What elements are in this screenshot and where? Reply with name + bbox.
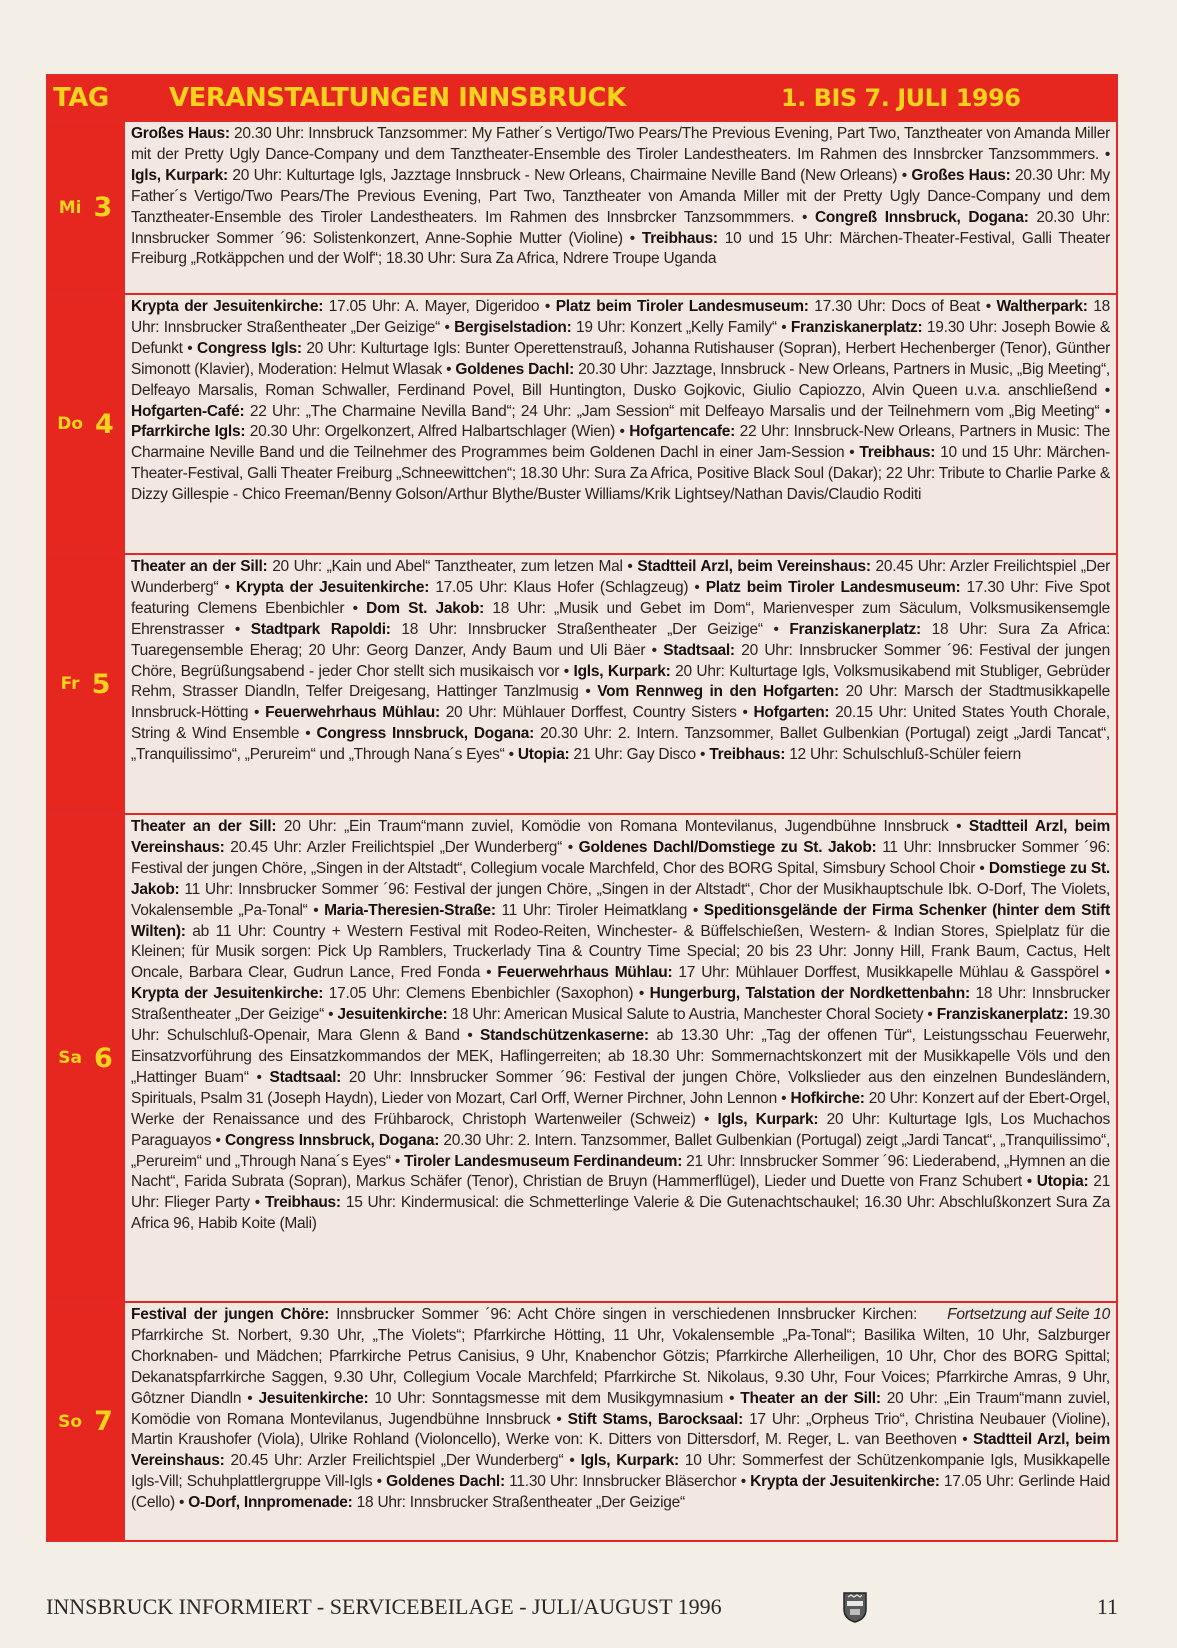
event-details: 20.15 Uhr: United States Youth Chorale, String & Wind Ensemble xyxy=(131,704,1110,743)
event-venue: Franziskanerplatz: xyxy=(790,318,923,336)
bullet-separator: • xyxy=(614,423,630,441)
bullet-separator: • xyxy=(762,620,790,638)
bullet-separator: • xyxy=(1098,145,1110,163)
event-details: 17.05 Uhr: Gerlinde Haid (Cello) xyxy=(131,1473,1110,1512)
event-details: ab 11 Uhr: Country + Western Festival mit Rodeo-Reiten, Winchester- & Büffelschießen, Western- & Indian Stores, Spielplatz für die Kleinen; für Musik sorgen: Pick Up Ramblers, Truckerlady Tina & Country Time Special; 20 bis 23 Uhr: Jonny Hill, Frank Baum, Cactus, Helt Oncale, Barbara Clear, Gudrun Lance, Fred Fonda xyxy=(131,922,1110,982)
day-row-sunday xyxy=(48,1301,1116,1540)
event-venue: Krypta der Jesuitenkirche: xyxy=(750,1473,940,1491)
event-venue: Platz beim Tiroler Landesmuseum: xyxy=(555,298,809,315)
event-venue: Hungerburg, Talstation der Nordkettenbahn: xyxy=(649,985,970,1003)
bullet-separator: • xyxy=(844,444,860,462)
bullet-separator: • xyxy=(218,578,236,596)
event-details: 11 Uhr: Innsbrucker Sommer ´96: Festival der jungen Chöre, „Singen in der Altstadt“, Chor der Musikhauptschule Ibk. O-Dorf, The Violets, Vokalensemble „Pa-Tonal“ xyxy=(131,880,1110,919)
event-details: 20 Uhr: Innsbrucker Sommer ´96: Festival der jungen Chöre, Begrüßungsabend - jeder Chor stellt sich musikaisch vor xyxy=(131,641,1110,680)
event-details: 20 Uhr: Kulturtage Igls, Los Muchachos Paraguayos xyxy=(131,1110,1110,1149)
event-venue: Feuerwehrhaus Mühlau: xyxy=(265,704,440,722)
event-venue: O-Dorf, Innpromenade: xyxy=(188,1494,353,1512)
event-venue: Utopia: xyxy=(1036,1173,1089,1191)
event-details: 22 Uhr: Innsbruck-New Orleans, Partners in Music: The Charmaine Neville Band und die Teilnehmer des Programmes beim Goldenen Dachl in einer Jam-Session xyxy=(131,423,1110,462)
event-venue: Igls, Kurpark: xyxy=(573,662,671,680)
event-venue: Bergiselstadion: xyxy=(454,318,572,336)
day-events xyxy=(125,295,1116,553)
event-venue: Treibhaus: xyxy=(709,746,786,764)
day-name: Mi xyxy=(58,197,82,218)
event-details: 17 Uhr: „Orpheus Trio“, Christina Neubauer (Violine), Martin Kraushofer (Viola), Ulrike Rohland (Violoncello), Werke von: K. Ditters von Dittersdorf, M. Reger, L. van Beethoven xyxy=(131,1410,1110,1449)
event-details: ab 13.30 Uhr: „Tag der offenen Tür“, Leistungsschau Feuerwehr, Einsatzvorführung des Einsatzkommandos der MEK, Haflingerreiten; ab 18.30 Uhr: Sommernachtskonzert mit der Musikkapelle Völs und den „Hattinger Buam“ xyxy=(131,1027,1110,1086)
day-events xyxy=(125,122,1116,293)
event-details: 11 Uhr: Innsbrucker Sommer ´96: Festival der jungen Chöre, „Singen in der Altstadt“, Collegium vocale Marchfeld, Chor des BORG Spital, Simsbury School Choir xyxy=(131,838,1111,877)
bullet-separator: • xyxy=(923,1006,937,1024)
event-details: 18 Uhr: „Musik und Gebet im Dom“, Marienvesper zum Säculum, Volksmusikensemgle Ehrenstrasser xyxy=(131,599,1111,638)
event-venue: Maria-Theresien-Straße: xyxy=(324,901,496,919)
event-venue: Theater an der Sill: xyxy=(740,1389,881,1407)
day-name: Sa xyxy=(58,1048,82,1068)
event-details: 20 Uhr: Kulturtage Igls, Jazztage Innsbruck - New Orleans, Chairmaine Neville Band (New Orleans) xyxy=(232,166,898,184)
event-details: 20.30 Uhr: Innsbruck Tanzsommer: My Father´s Vertigo/Two Pears/The Previous Evening, Part Two, Tanztheater von Amanda Miller mit der Pretty Ugly Dance-Company und dem Tanztheater-Ensemble des Tiroler Landestheaters. Im Rahmen des Innsbrcker Tanzsommmers. xyxy=(131,125,1110,163)
event-venue: Congress Igls: xyxy=(197,339,302,357)
bullet-separator: • xyxy=(563,1452,581,1470)
event-venue: Treibhaus: xyxy=(264,1194,341,1212)
event-details: 17.05 Uhr: Clemens Ebenbichler (Saxophon) xyxy=(328,985,634,1003)
event-details: 20 Uhr: „Kain und Abel“ Tanztheater, zum letzen Mal xyxy=(272,558,623,575)
bullet-separator: • xyxy=(224,620,251,638)
event-venue: Stadtteil Arzl, beim Vereinshaus: xyxy=(637,558,871,575)
event-venue: Jesuitenkirche: xyxy=(337,1006,448,1024)
event-venue: Krypta der Jesuitenkirche: xyxy=(131,985,324,1003)
event-venue: Congreß Innsbruck, Dogana: xyxy=(814,208,1029,226)
bullet-separator: • xyxy=(440,318,455,336)
event-venue: Treibhaus: xyxy=(641,229,718,247)
bullet-separator: • xyxy=(1099,402,1110,420)
bullet-separator: • xyxy=(562,838,579,856)
event-details: 20.30 Uhr: My Father´s Vertigo/Two Pears/The Previous Evening, Part Two, Tanztheater von Amanda Miller mit der Pretty Ugly Dance-Company und dem Tanztheater-Ensemble des Tiroler Landestheaters. Im Rahmen des Innsbrcker Tanzsommmers. xyxy=(131,166,1110,226)
event-venue: Hofgarten: xyxy=(753,704,830,722)
event-venue: Hofgartencafe: xyxy=(629,423,736,441)
event-venue: Stadtsaal: xyxy=(663,641,735,659)
bullet-separator: • xyxy=(307,901,325,919)
event-venue: Tiroler Landesmuseum Ferdinandeum: xyxy=(404,1152,683,1170)
event-venue: Hofkirche: xyxy=(790,1089,865,1107)
day-row-saturday xyxy=(48,813,1116,1301)
event-venue: Pfarrkirche Igls: xyxy=(131,423,246,441)
event-venue: Speditionsgelände der Firma Schenker (hinter dem Stift Wilten): xyxy=(131,901,1110,940)
event-venue: Theater an der Sill: xyxy=(131,558,268,575)
event-venue: Stadtteil Arzl, beim Vereinshaus: xyxy=(131,1431,1110,1470)
page-number: 11 xyxy=(1096,1594,1118,1619)
event-details: 19 Uhr: Konzert „Kelly Family“ xyxy=(576,318,777,336)
event-details: 10 Uhr: Sommerfest der Schützenkompanie Igls, Musikkapelle Igls-Vill; Schuhplattlergruppe Vill-Igls xyxy=(131,1452,1111,1491)
page-footer xyxy=(46,1594,1118,1624)
day-label xyxy=(48,1303,125,1540)
event-details: 17 Uhr: Mühlauer Dorffest, Musikkapelle Mühlau & Gasspörel xyxy=(678,964,1099,982)
event-venue: Stadtteil Arzl, beim Vereinshaus: xyxy=(131,818,1110,856)
bullet-separator: • xyxy=(372,1473,387,1491)
event-venue: Feuerwehrhaus Mühlau: xyxy=(497,964,673,982)
day-number: 7 xyxy=(94,1406,113,1437)
event-venue: Stift Stams, Barocksaal: xyxy=(567,1410,744,1428)
event-details: 19.30 Uhr: Schulschluß-Openair, Mara Glenn & Band xyxy=(131,1006,1110,1045)
bullet-separator: • xyxy=(736,1473,751,1491)
day-number: 3 xyxy=(93,192,113,223)
bullet-separator: • xyxy=(459,1027,481,1045)
day-number: 4 xyxy=(95,408,114,440)
bullet-separator: • xyxy=(344,599,367,617)
city-crest-icon xyxy=(842,1591,868,1629)
event-venue: Vom Rennweg in den Hofgarten: xyxy=(597,683,839,701)
bullet-separator: • xyxy=(550,1410,568,1428)
bullet-separator: • xyxy=(956,1431,974,1449)
event-details: 20 Uhr: Kulturtage Igls: Bunter Operettenstrauß, Johanna Rutishauser (Sopran), Herbert Hechenberger (Tenor), Günther Simonott (Klavier), Moderation: Helmut Wlasak xyxy=(131,339,1110,378)
event-details: 18 Uhr: American Musical Salute to Austria, Manchester Choral Society xyxy=(451,1006,924,1024)
event-details: 22 Uhr: „The Charmaine Nevilla Band“; 24 Uhr: „Jam Session“ mit Delfeayo Marsalis und der Teilnehmern vom „Big Meeting“ xyxy=(249,402,1100,420)
bullet-separator: • xyxy=(248,1068,270,1086)
day-events xyxy=(125,1303,1116,1540)
bullet-separator: • xyxy=(1097,381,1110,399)
event-details: 20 Uhr: Konzert auf der Ebert-Orgel, Werke der Renaissance und des Frühbarock, Christoph Wartenweiler (Schweiz) xyxy=(131,1089,1111,1128)
bullet-separator: • xyxy=(174,1494,189,1512)
event-details: 20.30 Uhr: 2. Intern. Tanzsommer, Ballet Gulbenkian (Portugal) zeigt „Jardi Tancat“, „Tranquilissimo“, „Perureim“ und „Through Nana´s Eyes“ xyxy=(131,725,1110,764)
event-details: 18 Uhr: Innsbrucker Straßentheater „Der Geizige“ xyxy=(131,298,1111,336)
bullet-separator: • xyxy=(794,208,815,226)
bullet-separator: • xyxy=(578,683,598,701)
bullet-separator: • xyxy=(622,558,638,575)
bullet-separator: • xyxy=(975,859,989,877)
event-details: 18 Uhr: Innsbrucker Straßentheater „Der Geizige“ xyxy=(131,985,1111,1024)
event-venue: Treibhaus: xyxy=(859,444,936,462)
day-label xyxy=(48,815,125,1301)
event-details: 20 Uhr: Marsch der Stadtmusikkapelle Innsbruck-Hötting xyxy=(131,683,1110,722)
bullet-separator: • xyxy=(948,818,969,835)
event-details: 17.05 Uhr: Klaus Hofer (Schlagzeug) xyxy=(435,578,689,596)
day-row-thursday xyxy=(48,293,1116,553)
event-details: 21 Uhr: Gay Disco xyxy=(573,746,696,764)
event-details: 20.30 Uhr: Innsbrucker Sommer ´96: Solistenkonzert, Anne-Sophie Mutter (Violine) xyxy=(131,208,1110,247)
event-details: 20.30 Uhr: 2. Intern. Tanzsommer, Ballet Gulbenkian (Portugal) zeigt „Jardi Tancat“, „Tranquilissimo“, „Perureim“ und „Through Nana´s Eyes“ xyxy=(131,1131,1111,1170)
bullet-separator: • xyxy=(736,704,754,722)
event-details: 18 Uhr: Sura Za Africa: Tuaregensemble Eherag; 20 Uhr: Georg Danzer, Andy Baum und Uli Bäer xyxy=(131,620,1111,659)
bullet-separator: • xyxy=(211,1131,225,1149)
event-venue: Domstiege zu St. Jakob: xyxy=(131,859,1110,898)
event-venue: Festival der jungen Chöre: xyxy=(131,1306,330,1323)
tag-column-label: TAG xyxy=(53,83,109,113)
event-venue: Hofgarten-Café: xyxy=(131,402,245,420)
event-details: Innsbrucker Sommer ´96: Acht Chöre singen in verschiedenen Innsbrucker Kirchen: Pfarrkirche St. Norbert, 9.30 Uhr, „The Violets“; Pfarrkirche Hötting, 11 Uhr, Vokalensemble „Pa-Tonal“; Basilika Wilten, 10 Uhr, Salzburger Chorknaben- und Mädchen; Pfarrkirche Petrus Canisius, 9 Uhr, Knabenchor Götzis; Pfarrkirche Allerheiligen, 10 Uhr, Chor des BORG Spittal; Dekanatspfarrkirche Saggen, 9.30 Uhr, Collegium Vocale Marchfeld; Pfarrkirche St. Nikolaus, 9.30 Uhr, Four Voices; Pfarrkirche Amras, 9 Uhr, Gôtzner Diandln xyxy=(131,1306,1110,1407)
event-details: 15 Uhr: Kindermusical: die Schmetterlinge Valerie & Die Gutenachtschaukel; 16.30 Uhr: Abschlußkonzert Sura Za Africa 96, Habib Koite (Mali) xyxy=(131,1194,1111,1233)
bullet-separator: • xyxy=(248,704,266,722)
event-details: 20.30 Uhr: Orgelkonzert, Alfred Halbartschlager (Wien) xyxy=(249,423,615,441)
event-venue: Standschützenkaserne: xyxy=(480,1027,649,1045)
bullet-separator: • xyxy=(897,166,912,184)
event-venue: Großes Haus: xyxy=(131,125,230,142)
day-name: Fr xyxy=(60,674,80,694)
bullet-separator: • xyxy=(777,1089,791,1107)
events-table xyxy=(46,74,1118,1542)
day-events xyxy=(125,555,1116,813)
event-venue: Stadtsaal: xyxy=(269,1068,342,1086)
bullet-separator: • xyxy=(480,964,498,982)
bullet-separator: • xyxy=(1021,1173,1037,1191)
bullet-separator: • xyxy=(645,641,664,659)
bullet-separator: • xyxy=(688,578,706,596)
bullet-separator: • xyxy=(504,746,518,764)
event-details: 20 Uhr: Kulturtage Igls, Volksmusikabend mit Stubliger, Gebrüder Rehm, Strasser Diandln, Telfer Dreigesang, Hattinger Tanzlmusig xyxy=(131,662,1110,701)
event-details: 11 Uhr: Tiroler Heimatklang xyxy=(501,901,688,919)
event-venue: Igls, Kurpark: xyxy=(131,166,228,184)
event-details: 20.45 Uhr: Arzler Freilichtspiel „Der Wunderberg“ xyxy=(131,558,1110,596)
bullet-separator: • xyxy=(559,662,574,680)
event-venue: Utopia: xyxy=(517,746,570,764)
event-details: 17.30 Uhr: Docs of Beat xyxy=(814,298,981,315)
bullet-separator: • xyxy=(723,1389,741,1407)
bullet-separator: • xyxy=(442,360,456,378)
bullet-separator: • xyxy=(695,1110,718,1128)
day-name: Do xyxy=(57,414,83,434)
footer-text: INNSBRUCK INFORMIERT - SERVICEBEILAGE - JULI/AUGUST 1996 xyxy=(46,1594,722,1619)
bullet-separator: • xyxy=(182,339,198,357)
day-label xyxy=(48,295,125,553)
event-details: 10 und 15 Uhr: Märchen-Theater-Festival, Galli Theater Freiburg „Schneewittchen“; 18.30 Uhr: Sura Za Africa, Positive Black Soul (Dakar); 22 Uhr: Tribute to Charlie Parke & Dizzy Gillespie - Chico Freeman/Benny Golson/Arthur Blythe/Buster Williams/Krik Lightsey/Nathan Davis/Claudio Roditi xyxy=(131,444,1110,504)
day-row-wednesday xyxy=(48,120,1116,293)
event-details: 20 Uhr: Mühlauer Dorffest, Country Sisters xyxy=(445,704,737,722)
event-details: 10 und 15 Uhr: Märchen-Theater-Festival, Galli Theater Freiburg „Rotkäppchen und der Wolf“; 18.30 Uhr: Sura Za Africa, Ndrere Troupe Uganda xyxy=(131,229,1111,268)
event-details: 21 Uhr: Innsbrucker Sommer ´96: Liederabend, „Hymnen an die Nacht“, Farida Subrata (Sopran), Markus Schäfer (Tenor), Christian de Bruyn (Hammerflügel), Lieder und Duette von Franz Schubert xyxy=(131,1152,1110,1191)
event-venue: Igls, Kurpark: xyxy=(717,1110,819,1128)
bullet-separator: • xyxy=(980,298,997,315)
day-row-friday xyxy=(48,553,1116,813)
event-venue: Jesuitenkirche: xyxy=(258,1389,369,1407)
event-details: 17.30 Uhr: Five Spot featuring Clemens Ebenbichler xyxy=(131,578,1110,617)
day-events xyxy=(125,815,1116,1301)
event-venue: Goldenes Dachl: xyxy=(386,1473,505,1491)
day-number: 5 xyxy=(91,668,111,700)
event-details: 17.05 Uhr: A. Mayer, Digeridoo xyxy=(328,298,540,315)
event-details: 20 Uhr: Innsbrucker Sommer ´96: Festival der jungen Chöre, Volkslieder aus den einzelnen Bundesländern, Spirituals, Psalm 31 (Joseph Haydn), Lieder von Mozart, Carl Orff, Werner Pirchner, John Lennon xyxy=(131,1068,1111,1107)
bullet-separator: • xyxy=(323,1006,338,1024)
event-details: 19.30 Uhr: Joseph Bowie & Defunkt xyxy=(131,318,1111,357)
event-details: 20.45 Uhr: Arzler Freilichtspiel „Der Wunderberg“ xyxy=(230,838,563,856)
event-venue: Platz beim Tiroler Landesmuseum: xyxy=(705,578,961,596)
event-venue: Theater an der Sill: xyxy=(131,818,277,835)
bullet-separator: • xyxy=(299,725,317,743)
bullet-separator: • xyxy=(390,1152,405,1170)
page-title: VERANSTALTUNGEN INNSBRUCK xyxy=(169,83,626,113)
day-number: 6 xyxy=(93,1042,113,1074)
bullet-separator: • xyxy=(633,985,650,1003)
event-details: 20.45 Uhr: Arzler Freilichtspiel „Der Wunderberg“ xyxy=(230,1452,564,1470)
event-details: 21 Uhr: Flieger Party xyxy=(131,1173,1110,1212)
event-details: 20 Uhr: „Ein Traum“mann zuviel, Komödie von Romana Montevilanus, Jugendbühne Innsbruck xyxy=(131,1389,1111,1428)
event-venue: Igls, Kurpark: xyxy=(580,1452,679,1470)
event-details: 20 Uhr: „Ein Traum“mann zuviel, Komödie von Romana Montevilanus, Jugendbühne Innsbruck xyxy=(283,818,949,835)
event-details: 20.30 Uhr: Jazztage, Innsbruck - New Orleans, Partners in Music, „Big Meeting“, Delfeayo Marsalis, Roman Schwaller, Ferdinand Povel, Bill Huntington, Dusko Gojkovic, Giulio Capiozzo, Alvin Queen u.v.a. anschließend xyxy=(131,360,1110,399)
event-venue: Franziskanerplatz: xyxy=(936,1006,1069,1024)
bullet-separator: • xyxy=(241,1389,259,1407)
day-name: So xyxy=(58,1411,83,1432)
event-venue: Goldenes Dachl: xyxy=(455,360,574,378)
event-venue: Stadtpark Rapoldi: xyxy=(250,620,391,638)
event-details: 18 Uhr: Innsbrucker Straßentheater „Der Geizige“ xyxy=(401,620,763,638)
bullet-separator: • xyxy=(622,229,642,247)
event-venue: Franziskanerplatz: xyxy=(789,620,921,638)
date-range: 1. BIS 7. JULI 1996 xyxy=(781,84,1021,112)
event-details: 12 Uhr: Schulschluß-Schüler feiern xyxy=(789,746,1022,764)
bullet-separator: • xyxy=(249,1194,265,1212)
day-label xyxy=(48,122,125,293)
event-details: 11.30 Uhr: Innsbrucker Bläserchor xyxy=(509,1473,737,1491)
event-details: 18 Uhr: Innsbrucker Straßentheater „Der Geizige“ xyxy=(356,1494,685,1512)
bullet-separator: • xyxy=(539,298,556,315)
day-label xyxy=(48,555,125,813)
event-venue: Krypta der Jesuitenkirche: xyxy=(235,578,430,596)
table-header xyxy=(48,76,1116,120)
event-venue: Krypta der Jesuitenkirche: xyxy=(131,298,324,315)
bullet-separator: • xyxy=(1098,964,1111,982)
event-venue: Congress Innsbruck, Dogana: xyxy=(316,725,535,743)
bullet-separator: • xyxy=(687,901,704,919)
bullet-separator: • xyxy=(776,318,791,336)
event-venue: Goldenes Dachl/Domstiege zu St. Jakob: xyxy=(578,838,877,856)
event-details: 10 Uhr: Sonntagsmesse mit dem Musikgymnasium xyxy=(374,1389,724,1407)
bullet-separator: • xyxy=(695,746,710,764)
event-venue: Congress Innsbruck, Dogana: xyxy=(224,1131,440,1149)
event-venue: Waltherpark: xyxy=(996,298,1088,315)
continuation-note: Fortsetzung auf Seite 10 xyxy=(947,1306,1110,1323)
event-venue: Großes Haus: xyxy=(911,166,1011,184)
event-venue: Dom St. Jakob: xyxy=(366,599,485,617)
